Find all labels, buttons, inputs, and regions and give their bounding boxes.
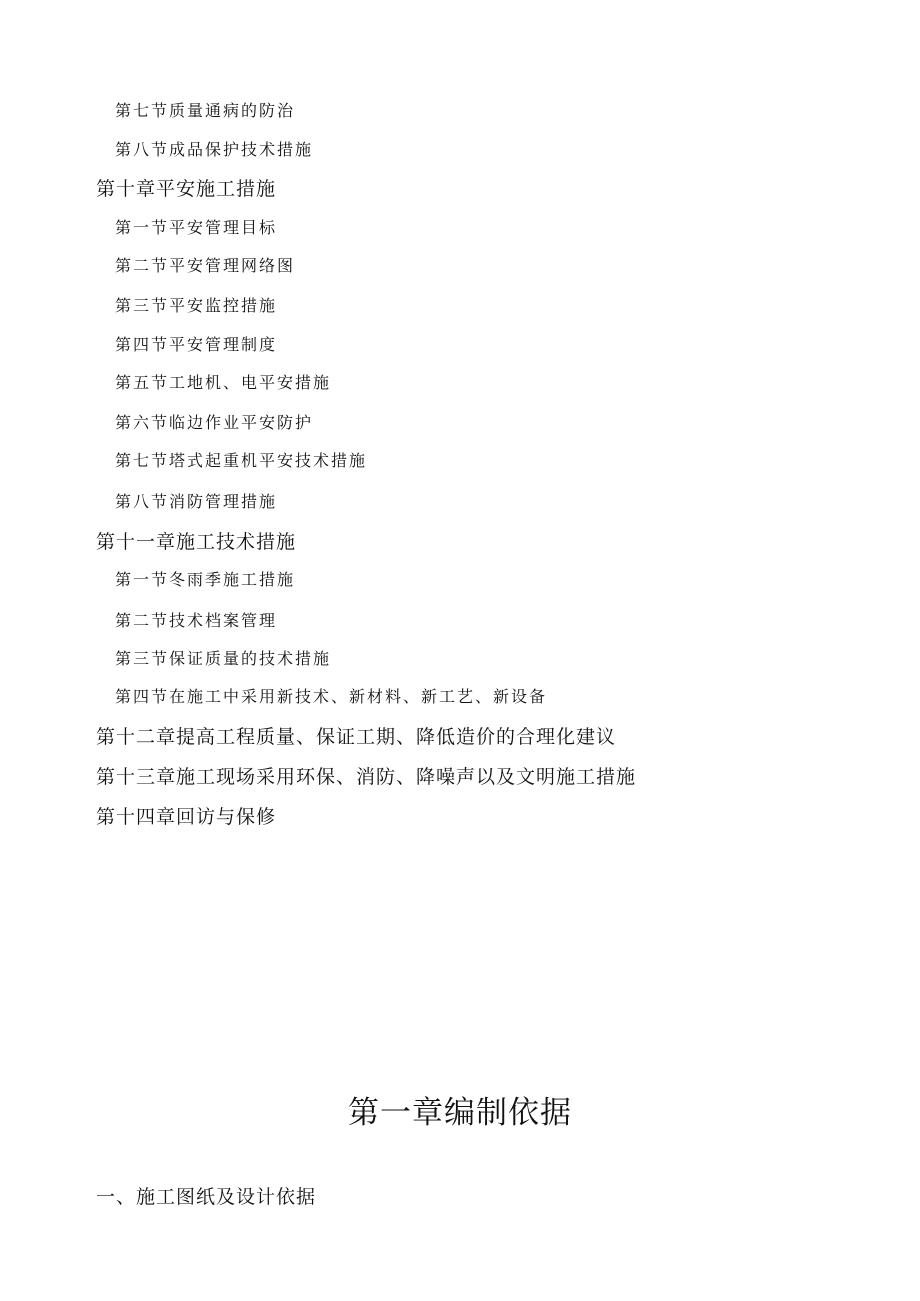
- toc-entry: 第一节冬雨季施工措施: [115, 570, 296, 589]
- toc-entry: 第一节平安管理目标: [115, 218, 278, 237]
- toc-entry: 第八节成品保护技术措施: [115, 140, 314, 159]
- toc-entry: 第十一章施工技术措施: [96, 531, 297, 553]
- toc-entry: 第三节保证质量的技术措施: [115, 649, 332, 668]
- toc-entry: 第十二章提高工程质量、保证工期、降低造价的合理化建议: [96, 726, 617, 748]
- toc-entry: 第十三章施工现场采用环保、消防、降噪声以及文明施工措施: [96, 766, 637, 788]
- toc-entry: 第四节平安管理制度: [115, 335, 278, 354]
- toc-entry: 第四节在施工中采用新技术、新材料、新工艺、新设备: [115, 687, 548, 706]
- toc-entry: 第十章平安施工措施: [96, 178, 277, 200]
- toc-entry: 第二节平安管理网络图: [115, 256, 296, 275]
- toc-entry: 第六节临边作业平安防护: [115, 413, 314, 432]
- toc-entry: 第七节质量通病的防治: [115, 101, 296, 120]
- toc-entry: 第七节塔式起重机平安技术措施: [115, 451, 368, 470]
- toc-entry: 第五节工地机、电平安措施: [115, 373, 332, 392]
- toc-entry: 第三节平安监控措施: [115, 296, 278, 315]
- toc-entry: 第二节技术档案管理: [115, 611, 278, 630]
- toc-entry: 第十四章回访与保修: [96, 806, 277, 828]
- toc-entry: 第八节消防管理措施: [115, 492, 278, 511]
- section-subheading: 一、施工图纸及设计依据: [96, 1186, 317, 1208]
- chapter-heading: 第一章编制依据: [348, 1095, 572, 1131]
